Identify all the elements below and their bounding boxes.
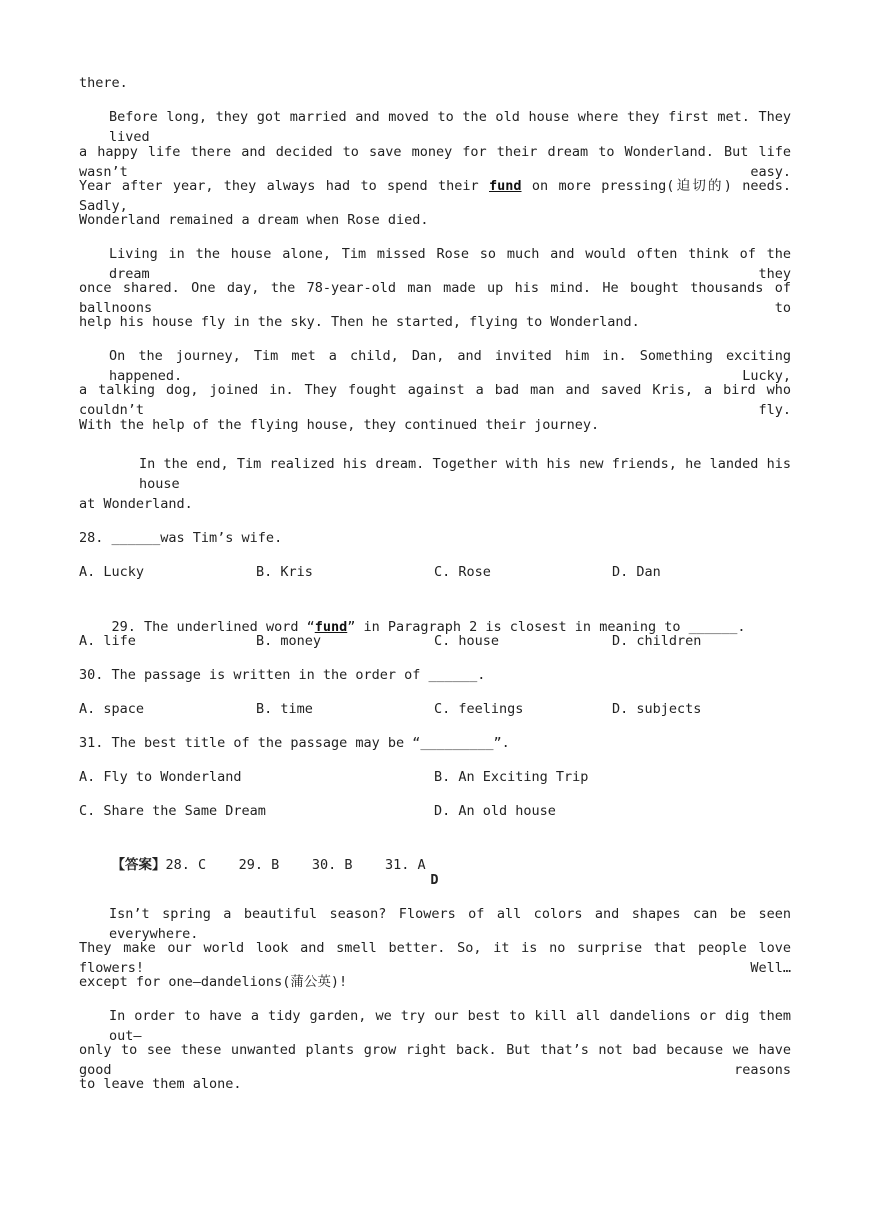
- option-c: C. house: [434, 633, 500, 649]
- option-d: D. subjects: [612, 701, 702, 717]
- option-c: C. Share the Same Dream: [79, 803, 266, 819]
- text-line: except for one—dandelions(蒲公英)!: [79, 974, 348, 990]
- question-stem: 30. The passage is written in the order of ______.: [79, 667, 486, 683]
- text-line: a happy life there and decided to save money for their dream to Wonderland. But life wasn’t easy.: [79, 144, 791, 180]
- answer-label: 【答案】: [111, 857, 166, 873]
- option-b: B. Kris: [256, 564, 313, 580]
- option-a: A. life: [79, 633, 136, 649]
- option-c: C. Rose: [434, 564, 491, 580]
- text-span: ” in Paragraph 2 is closest in meaning to ______.: [347, 619, 746, 635]
- option-a: A. space: [79, 701, 145, 717]
- underlined-word: fund: [314, 619, 348, 635]
- text-line: Before long, they got married and moved to the old house where they first met. They lived: [109, 109, 791, 145]
- text-line: once shared. One day, the 78-year-old man made up his mind. He bought thousands of ballnoons to: [79, 280, 791, 316]
- text-line: In order to have a tidy garden, we try our best to kill all dandelions or dig them out—: [109, 1008, 791, 1044]
- text-span: Year after year, they always had to spend their: [79, 178, 489, 194]
- text-line: With the help of the flying house, they continued their journey.: [79, 417, 600, 433]
- option-d: D. children: [612, 633, 702, 649]
- option-c: C. feelings: [434, 701, 524, 717]
- answer-text: 28. C 29. B 30. B 31. A: [165, 857, 426, 873]
- option-d: D. Dan: [612, 564, 661, 580]
- text-line: On the journey, Tim met a child, Dan, and invited him in. Something exciting happened. Lucky,: [109, 348, 791, 384]
- option-b: B. time: [256, 701, 313, 717]
- text-line: at Wonderland.: [79, 496, 193, 512]
- text-line: help his house fly in the sky. Then he started, flying to Wonderland.: [79, 314, 640, 330]
- question-stem: 31. The best title of the passage may be “_________”.: [79, 735, 510, 751]
- text-line: there.: [79, 75, 128, 91]
- text-span: 29. The underlined word “: [111, 619, 315, 635]
- text-line: Wonderland remained a dream when Rose died.: [79, 212, 429, 228]
- text-line: Living in the house alone, Tim missed Rose so much and would often think of the dream they: [109, 246, 791, 282]
- text-line: Isn’t spring a beautiful season? Flowers of all colors and shapes can be seen everywhere.: [109, 906, 791, 942]
- text-line: only to see these unwanted plants grow right back. But that’s not bad because we have good reasons: [79, 1042, 791, 1078]
- text-span: on more pressing(迫切的) needs. Sadly,: [79, 178, 791, 214]
- option-a: A. Fly to Wonderland: [79, 769, 242, 785]
- text-line: to leave them alone.: [79, 1076, 242, 1092]
- option-b: B. An Exciting Trip: [434, 769, 589, 785]
- option-a: A. Lucky: [79, 564, 145, 580]
- option-d: D. An old house: [434, 803, 556, 819]
- section-heading: D: [430, 872, 439, 888]
- underlined-word: fund: [489, 178, 522, 194]
- text-line: a talking dog, joined in. They fought against a bad man and saved Kris, a bird who couldn’t fly.: [79, 382, 791, 418]
- text-line: They make our world look and smell better. So, it is no surprise that people love flowers! Well…: [79, 940, 791, 976]
- question-stem: 28. ______was Tim’s wife.: [79, 530, 283, 546]
- option-b: B. money: [256, 633, 322, 649]
- text-line: In the end, Tim realized his dream. Together with his new friends, he landed his house: [139, 456, 791, 492]
